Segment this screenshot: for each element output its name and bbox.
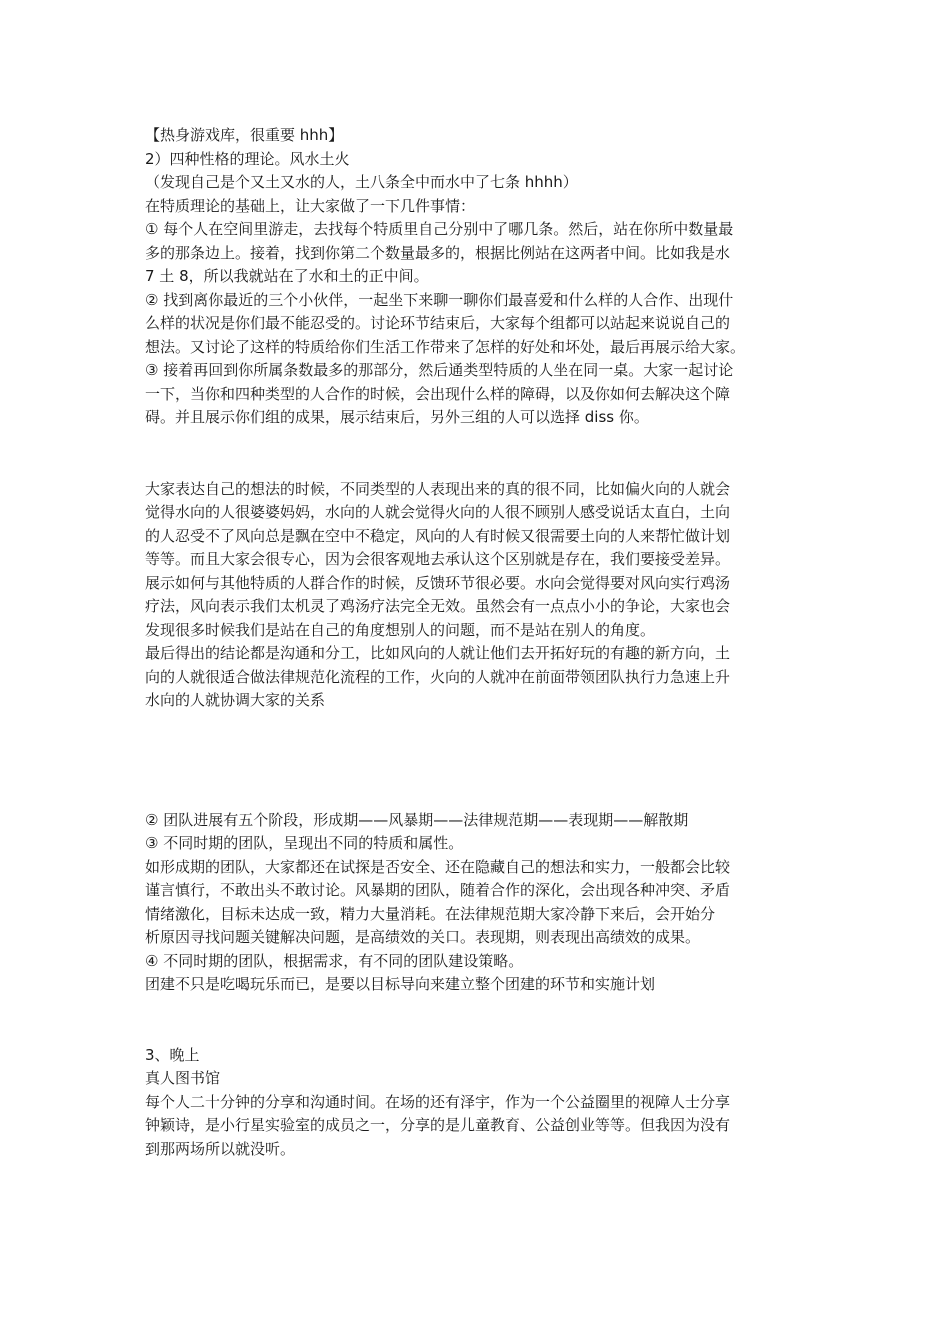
spacer (145, 997, 815, 1044)
paragraph-line: 觉得水向的人很婆婆妈妈，水向的人就会觉得火向的人很不顾别人感受说话太直白，土向 (145, 503, 731, 521)
paragraph-line: 到那两场所以就没听。 (145, 1139, 296, 1158)
paragraph-line: ② 找到离你最近的三个小伙伴，一起坐下来聊一聊你们最喜爱和什么样的人合作、出现什 (145, 290, 734, 309)
paragraph-line: （发现自己是个又土又水的人，土八条全中而水中了七条 hhhh） (145, 173, 578, 191)
spacer (145, 713, 815, 809)
paragraph-line: ③ 不同时期的团队，呈现出不同的特质和属性。 (145, 834, 464, 852)
paragraph-line: 疗法，风向表示我们太机灵了鸡汤疗法完全无效。虽然会有一点点小小的争论，大家也会 (145, 597, 731, 615)
section-warmup-games (145, 124, 815, 430)
section-evening (145, 1044, 815, 1162)
paragraph-line: 最后得出的结论都是沟通和分工，比如风向的人就让他们去开拓好玩的有趣的新方向，土 (145, 644, 731, 662)
paragraph-line: 2）四种性格的理论。风水土火 (145, 149, 350, 168)
paragraph-line: 一下，当你和四种类型的人合作的时候，会出现什么样的障碍，以及你如何去解决这个障 (145, 384, 731, 403)
paragraph-line: ② 团队进展有五个阶段，形成期——风暴期——法律规范期——表现期——解散期 (145, 810, 689, 829)
paragraph-line: 展示如何与其他特质的人群合作的时候，反馈环节很必要。水向会觉得要对风向实行鸡汤 (145, 573, 731, 592)
paragraph-line: 多的那条边上。接着，找到你第二个数量最多的，根据比例站在这两者中间。比如我是水 (145, 243, 731, 262)
paragraph-line: 水向的人就协调大家的关系 (145, 691, 326, 709)
paragraph-line: 大家表达自己的想法的时候，不同类型的人表现出来的真的很不同，比如偏火向的人就会 (145, 479, 731, 498)
paragraph-line: 谨言慎行，不敢出头不敢讨论。风暴期的团队，随着合作的深化，会出现各种冲突、矛盾 (145, 881, 731, 899)
paragraph-line: 团建不只是吃喝玩乐而已，是要以目标导向来建立整个团建的环节和实施计划 (145, 975, 656, 993)
paragraph-line: 碍。并且展示你们组的成果，展示结束后，另外三组的人可以选择 diss 你。 (145, 408, 649, 426)
paragraph-line: ③ 接着再回到你所属条数最多的那部分，然后通类型特质的人坐在同一桌。大家一起讨论 (145, 361, 734, 379)
paragraph-line: 的人忍受不了风向总是飘在空中不稳定，风向的人有时候又很需要土向的人来帮忙做计划 (145, 526, 731, 545)
paragraph-line: 向的人就很适合做法律规范化流程的工作，火向的人就冲在前面带领团队执行力急速上升 (145, 667, 731, 686)
paragraph-line: ① 每个人在空间里游走，去找每个特质里自己分别中了哪几条。然后，站在你所中数量最 (145, 220, 734, 238)
paragraph-line: 情绪激化，目标未达成一致，精力大量消耗。在法律规范期大家冷静下来后，会开始分 (145, 904, 716, 923)
paragraph-line: 【热身游戏库，很重要 hhh】 (145, 126, 344, 144)
paragraph-line: 7 土 8，所以我就站在了水和土的正中间。 (145, 267, 429, 285)
section-reflection (145, 478, 815, 713)
section-team-stages (145, 809, 815, 997)
paragraph-line: 想法。又讨论了这样的特质给你们生活工作带来了怎样的好处和坏处，最后再展示给大家。 (145, 337, 746, 356)
paragraph-line: 么样的状况是你们最不能忍受的。讨论环节结束后，大家每个组都可以站起来说说自己的 (145, 314, 731, 332)
paragraph-line: 钟颖诗，是小行星实验室的成员之一，分享的是儿童教育、公益创业等等。但我因为没有 (145, 1116, 731, 1134)
document-page (145, 124, 815, 1161)
paragraph-line: 如形成期的团队，大家都还在试探是否安全、还在隐藏自己的想法和实力，一般都会比较 (145, 857, 731, 876)
paragraph-line: 等等。而且大家会很专心，因为会很客观地去承认这个区别就是存在，我们要接受差异。 (145, 550, 731, 568)
spacer (145, 430, 815, 478)
paragraph-line: 每个人二十分钟的分享和沟通时间。在场的还有泽宇，作为一个公益圈里的视障人士分享 (145, 1092, 731, 1111)
paragraph-line: 析原因寻找问题关键解决问题，是高绩效的关口。表现期，则表现出高绩效的成果。 (145, 928, 701, 946)
paragraph-line: 真人图书馆 (145, 1069, 221, 1087)
paragraph-line: 在特质理论的基础上，让大家做了一下几件事情： (145, 196, 476, 215)
paragraph-line: ④ 不同时期的团队，根据需求，有不同的团队建设策略。 (145, 951, 524, 970)
paragraph-line: 3、晚上 (145, 1045, 200, 1064)
paragraph-line: 发现很多时候我们是站在自己的角度想别人的问题，而不是站在别人的角度。 (145, 620, 656, 639)
